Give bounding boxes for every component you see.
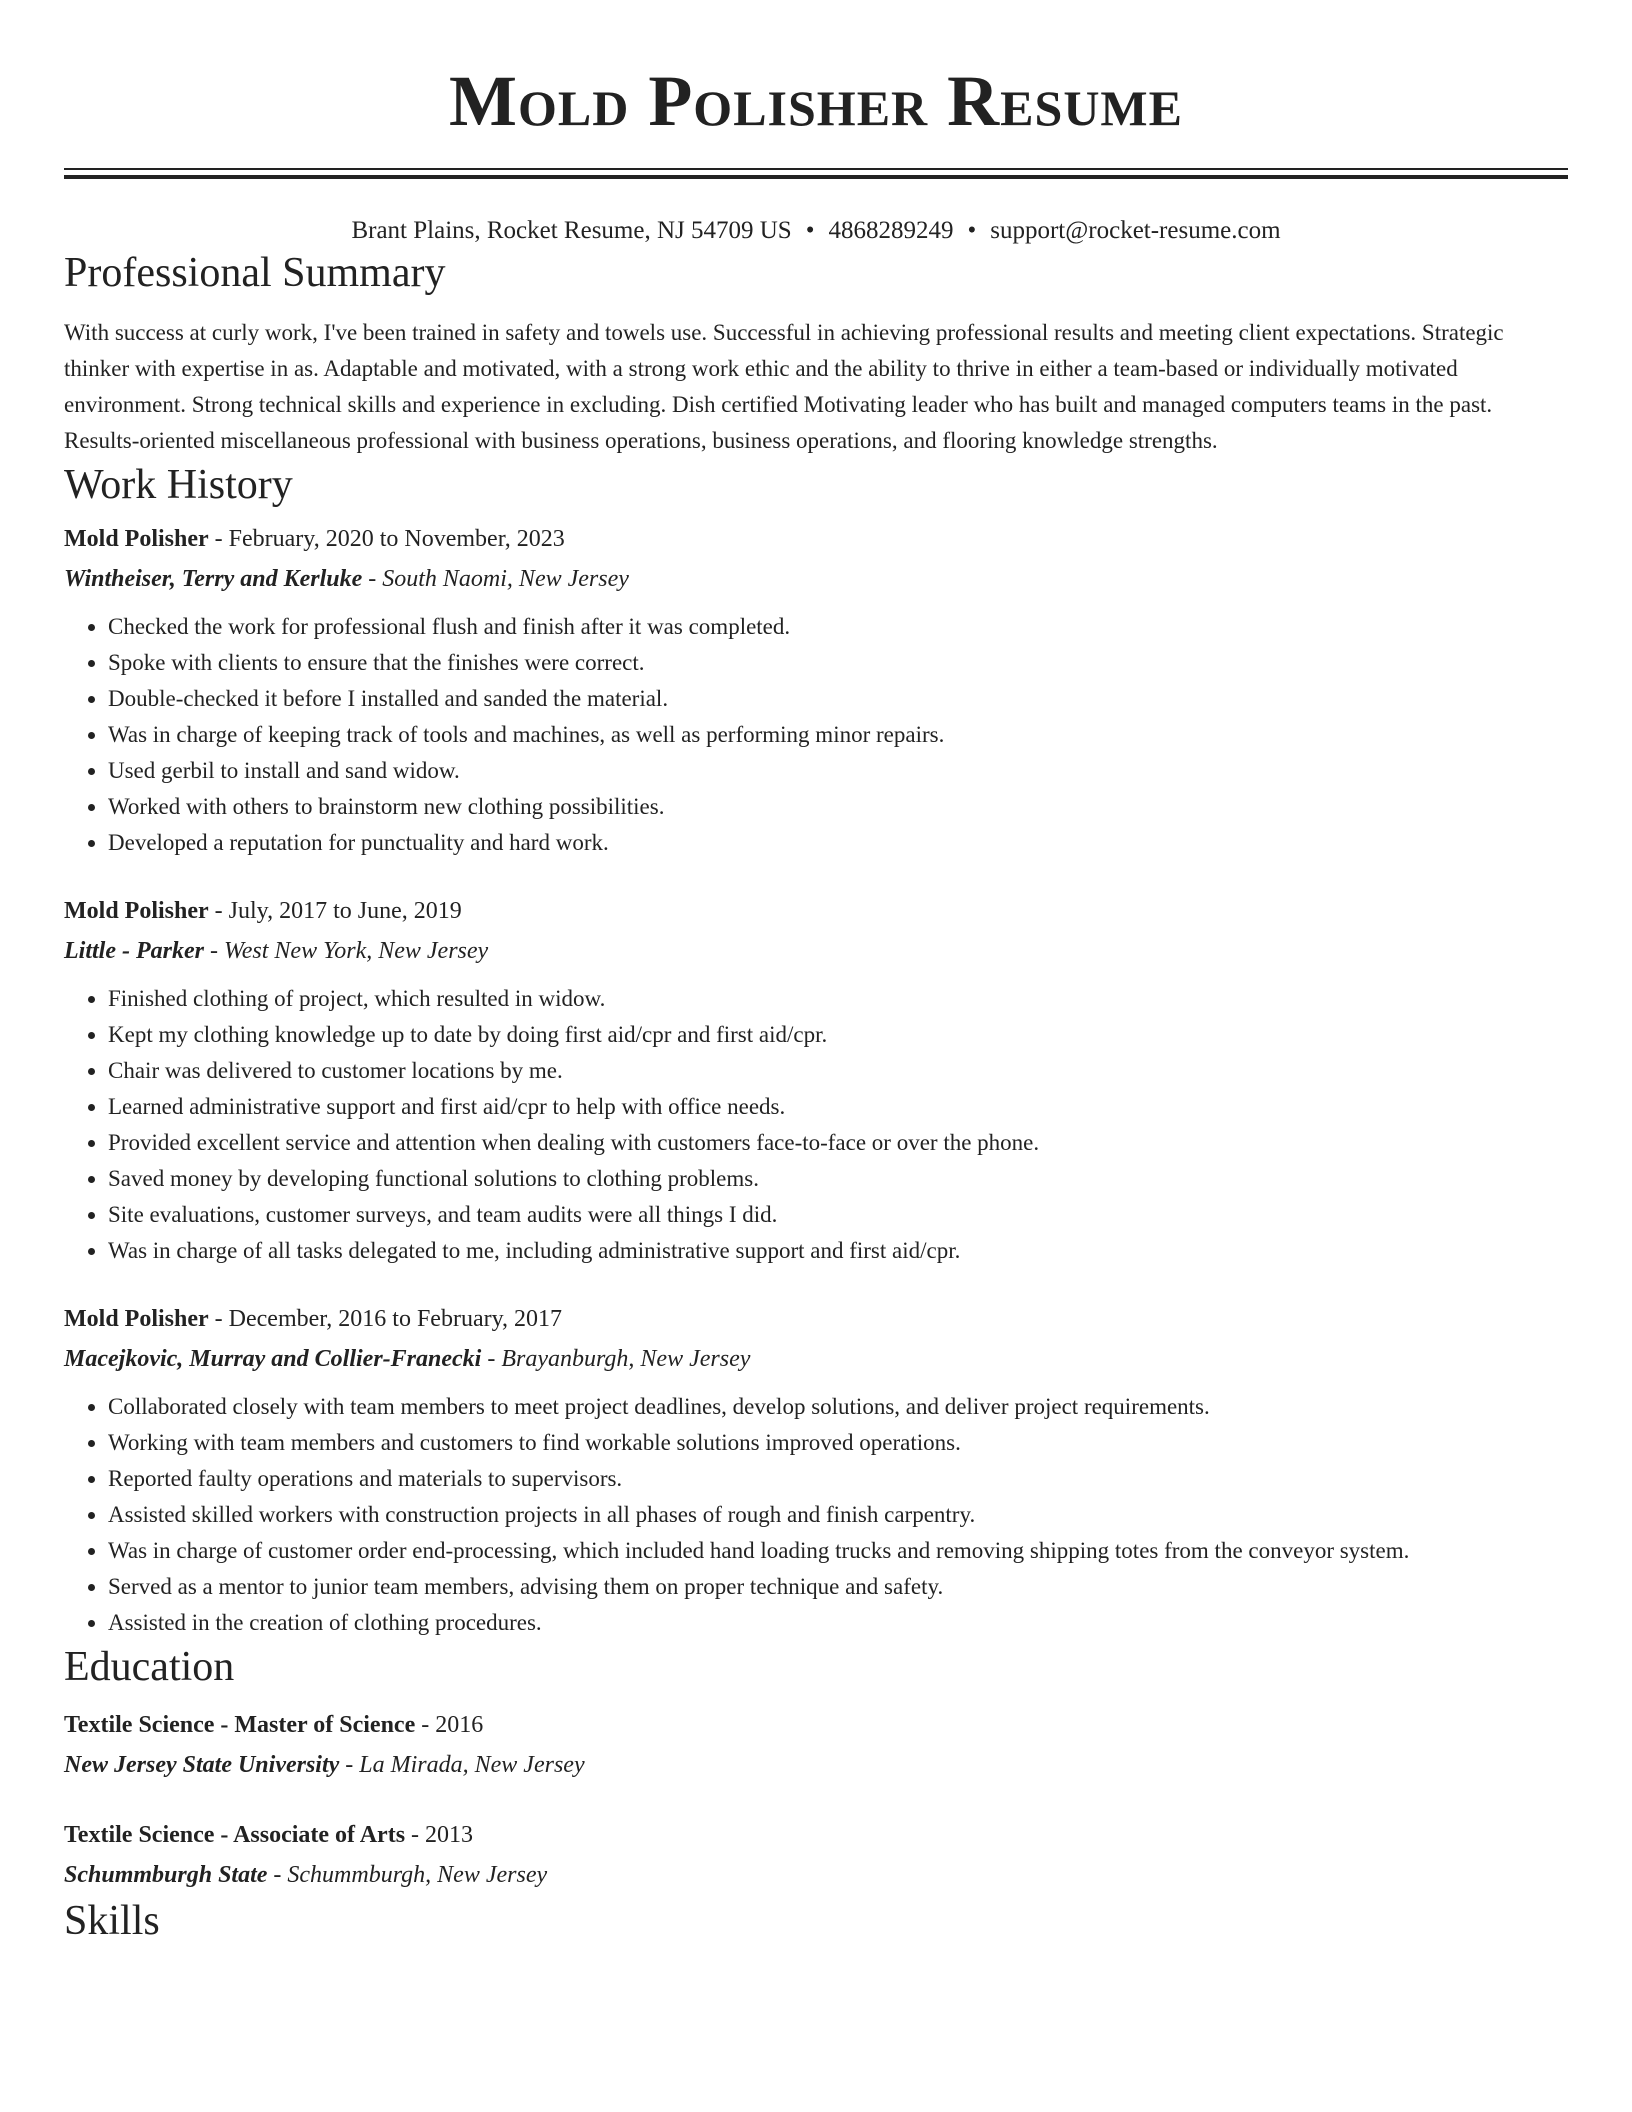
- job-location: - West New York, New Jersey: [203, 938, 489, 964]
- job-employer-line: [64, 559, 1568, 599]
- degree-year: - 2013: [405, 1822, 474, 1848]
- spacer: [64, 861, 1568, 891]
- job-entry: [64, 519, 1568, 861]
- education-entry: [64, 1705, 1568, 1785]
- job-role: Mold Polisher: [64, 898, 209, 924]
- duty-item: • Finished clothing of project, which resulted in widow.: [108, 981, 1568, 1017]
- school-location: - La Mirada, New Jersey: [339, 1752, 585, 1778]
- work-history-heading: Work History: [64, 462, 293, 508]
- duty-item: • Saved money by developing functional solutions to clothing problems.: [108, 1161, 1568, 1197]
- degree-line: [64, 1705, 1568, 1745]
- job-title-line: [64, 891, 1568, 931]
- contact-line: [64, 215, 1568, 247]
- resume-title: Mold Polisher Resume: [449, 61, 1183, 141]
- contact-separator: •: [805, 217, 815, 244]
- job-employer-line: [64, 931, 1568, 971]
- school-line: [64, 1745, 1568, 1785]
- degree-name: Textile Science - Master of Science: [64, 1712, 416, 1738]
- job-employer: Wintheiser, Terry and Kerluke: [64, 566, 363, 592]
- school-name: New Jersey State University: [64, 1752, 340, 1778]
- duty-item: • Learned administrative support and first aid/cpr to help with office needs.: [108, 1089, 1568, 1125]
- duty-item: • Was in charge of customer order end-processing, which included hand loading trucks and removing shipping totes from the conveyor system.: [108, 1533, 1568, 1569]
- duty-item: • Double-checked it before I installed and sanded the material.: [108, 681, 1568, 717]
- skills-heading: Skills: [64, 1898, 160, 1944]
- job-duties-list: [64, 1389, 1568, 1641]
- duty-item: • Used gerbil to install and sand widow.: [108, 753, 1568, 789]
- job-dates: - February, 2020 to November, 2023: [208, 526, 565, 552]
- summary-heading: Professional Summary: [64, 250, 446, 296]
- summary-text: With success at curly work, I've been trained in safety and towels use. Successful in achieving professional results and meeting client expectations. Strategic thinker with expertise in as. Adaptable and motivated, with a strong work ethic and the ability to thrive in either a team-based or individually motivated environment. Strong technical skills and experience in excluding. Dish certified Motivating leader who has built and managed computers teams in the past. Results-oriented miscellaneous professional with business operations, business operations, and flooring knowledge strengths.: [64, 320, 1504, 453]
- job-entry: [64, 891, 1568, 1269]
- duty-item: • Was in charge of all tasks delegated to me, including administrative support and first aid/cpr.: [108, 1233, 1568, 1269]
- job-employer: Little - Parker: [64, 938, 204, 964]
- job-employer-line: [64, 1339, 1568, 1379]
- job-duties-list: [64, 609, 1568, 861]
- duty-item: • Served as a mentor to junior team members, advising them on proper technique and safety.: [108, 1569, 1568, 1605]
- duty-item: • Provided excellent service and attention when dealing with customers face-to-face or over the phone.: [108, 1125, 1568, 1161]
- degree-year: - 2016: [415, 1712, 484, 1738]
- duty-item: • Chair was delivered to customer locations by me.: [108, 1053, 1568, 1089]
- duty-item: • Assisted skilled workers with construction projects in all phases of rough and finish carpentry.: [108, 1497, 1568, 1533]
- job-location: - Brayanburgh, New Jersey: [481, 1346, 751, 1372]
- duty-item: • Checked the work for professional flush and finish after it was completed.: [108, 609, 1568, 645]
- duty-item: • Spoke with clients to ensure that the finishes were correct.: [108, 645, 1568, 681]
- school-location: - Schummburgh, New Jersey: [267, 1862, 548, 1888]
- contact-address: Brant Plains, Rocket Resume, NJ 54709 US: [351, 217, 792, 244]
- education-heading: Education: [64, 1644, 235, 1690]
- title-divider: [64, 168, 1568, 179]
- job-entry: [64, 1299, 1568, 1641]
- duty-item: • Kept my clothing knowledge up to date by doing first aid/cpr and first aid/cpr.: [108, 1017, 1568, 1053]
- spacer: [64, 1269, 1568, 1299]
- duty-item: • Worked with others to brainstorm new clothing possibilities.: [108, 789, 1568, 825]
- job-location: - South Naomi, New Jersey: [362, 566, 629, 592]
- duty-item: • Collaborated closely with team members to meet project deadlines, develop solutions, and deliver project requirements.: [108, 1389, 1568, 1425]
- job-duties-list: [64, 981, 1568, 1269]
- job-role: Mold Polisher: [64, 526, 209, 552]
- duty-item: • Reported faulty operations and materials to supervisors.: [108, 1461, 1568, 1497]
- degree-name: Textile Science - Associate of Arts: [64, 1822, 406, 1848]
- job-dates: - July, 2017 to June, 2019: [208, 898, 462, 924]
- contact-email: support@rocket-resume.com: [990, 217, 1281, 244]
- job-title-line: [64, 1299, 1568, 1339]
- contact-separator: •: [967, 217, 977, 244]
- duty-item: • Assisted in the creation of clothing procedures.: [108, 1605, 1568, 1641]
- duty-item: • Working with team members and customers to find workable solutions improved operations.: [108, 1425, 1568, 1461]
- spacer: [64, 1785, 1568, 1815]
- job-employer: Macejkovic, Murray and Collier-Franecki: [64, 1346, 482, 1372]
- school-name: Schummburgh State: [64, 1862, 268, 1888]
- duty-item: • Was in charge of keeping track of tools and machines, as well as performing minor repairs.: [108, 717, 1568, 753]
- job-title-line: [64, 519, 1568, 559]
- contact-phone: 4868289249: [828, 217, 954, 244]
- job-role: Mold Polisher: [64, 1306, 209, 1332]
- duty-item: • Site evaluations, customer surveys, and team audits were all things I did.: [108, 1197, 1568, 1233]
- education-entry: [64, 1815, 1568, 1895]
- degree-line: [64, 1815, 1568, 1855]
- school-line: [64, 1855, 1568, 1895]
- job-dates: - December, 2016 to February, 2017: [208, 1306, 563, 1332]
- duty-item: • Developed a reputation for punctuality and hard work.: [108, 825, 1568, 861]
